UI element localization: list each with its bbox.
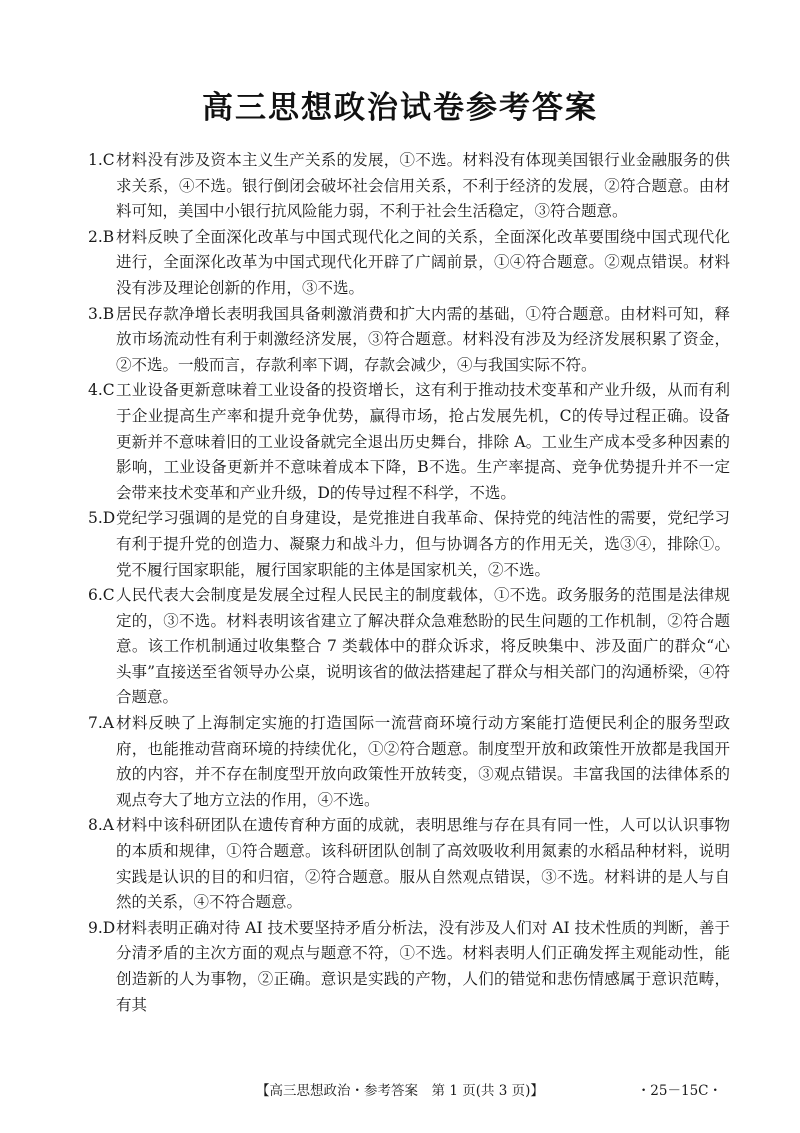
answer-item-9: [88, 916, 730, 1018]
answer-item-3: [88, 302, 730, 379]
answer-number: 4.C: [88, 381, 115, 400]
answer-explanation: 居民存款净增长表明我国具备刺激消费和扩大内需的基础，①符合题意。由材料可知，释放市场流动性有利于刺激经济发展，③符合题意。材料没有涉及为经济发展积累了资金，②不选。一般而言，存款利率下调，存款会减少，④与我国实际不符。: [116, 304, 730, 374]
page-footer: [0, 1079, 800, 1101]
answer-item-1: [88, 148, 730, 225]
answer-explanation: 材料没有涉及资本主义生产关系的发展，①不选。材料没有体现美国银行业金融服务的供求关系，④不选。银行倒闭会破坏社会信用关系，不利于经济的发展，②符合题意。由材料可知，美国中小银行抗风险能力弱，不利于社会生活稳定，③符合题意。: [116, 151, 730, 221]
answer-number: 5.D: [88, 509, 116, 528]
answer-item-2: [88, 225, 730, 302]
answer-explanation: 人民代表大会制度是发展全过程人民民主的制度载体，①不选。政务服务的范围是法律规定的，③不选。材料表明该省建立了解决群众急难愁盼的民生问题的工作机制，②符合题意。该工作机制通过收集整合 7 类载体中的群众诉求，将反映集中、涉及面广的群众“心头事”直接送至省领导办公桌，说明该省的做法搭建起了群众与相关部门的沟通桥梁，④符合题意。: [116, 586, 730, 707]
answer-number: 8.A: [88, 816, 114, 835]
answer-number: 2.B: [88, 227, 115, 246]
answer-number: 3.B: [88, 304, 115, 323]
answer-number: 6.C: [88, 586, 115, 605]
answer-explanation: 材料中该科研团队在遗传育种方面的成就，表明思维与存在具有同一性，人可以认识事物的本质和规律，①符合题意。该科研团队创制了高效吸收利用氮素的水稻品种材料，说明实践是认识的目的和归宿，②符合题意。服从自然观点错误，③不选。材料讲的是人与自然的关系，④不符合题意。: [116, 816, 730, 912]
answer-item-6: [88, 583, 730, 711]
answer-number: 1.C: [88, 151, 115, 169]
footer-page-info: 【高三思想政治・参考答案 第 1 页(共 3 页)】: [256, 1083, 544, 1099]
answer-item-7: [88, 711, 730, 813]
answer-explanation: 材料反映了上海制定实施的打造国际一流营商环境行动方案能打造便民利企的服务型政府，也能推动营商环境的持续优化，①②符合题意。制度型开放和政策性开放都是我国开放的内容，并不存在制度型开放向政策性开放转变，③观点错误。丰富我国的法律体系的观点夸大了地方立法的作用，④不选。: [116, 714, 730, 809]
answer-list: [88, 148, 730, 1018]
answer-explanation: 工业设备更新意味着工业设备的投资增长，这有利于推动技术变革和产业升级，从而有利于企业提高生产率和提升竞争优势，赢得市场，抢占发展先机，C的传导过程正确。设备更新并不意味着旧的工业设备就完全退出历史舞台，排除 A。工业生产成本受多种因素的影响，工业设备更新并不意味着成本下降，B不选。生产率提高、竞争优势提升并不一定会带来技术变革和产业升级，D的传导过程不科学，不选。: [116, 381, 730, 502]
answer-number: 9.D: [88, 918, 116, 937]
footer-paper-code: ・25－15C・: [636, 1083, 722, 1099]
page-title: 高三思想政治试卷参考答案: [202, 90, 598, 126]
answer-explanation: 党纪学习强调的是党的自身建设，是党推进自我革命、保持党的纯洁性的需要，党纪学习有利于提升党的创造力、凝聚力和战斗力，但与协调各方的作用无关，选③④，排除①。党不履行国家职能，履行国家职能的主体是国家机关，②不选。: [116, 509, 730, 579]
answer-explanation: 材料表明正确对待 AI 技术要坚持矛盾分析法，没有涉及人们对 AI 技术性质的判断，善于分清矛盾的主次方面的观点与题意不符，①不选。材料表明人们正确发挥主观能动性，能创造新的人为事物，②正确。意识是实践的产物，人们的错觉和悲伤情感属于意识范畴，有其: [116, 918, 730, 1014]
answer-item-4: [88, 378, 730, 506]
answer-item-8: [88, 813, 730, 915]
answer-explanation: 材料反映了全面深化改革与中国式现代化之间的关系，全面深化改革要围绕中国式现代化进行，全面深化改革为中国式现代化开辟了广阔前景，①④符合题意。②观点错误。材料没有涉及理论创新的作用，③不选。: [116, 227, 730, 297]
answer-number: 7.A: [88, 714, 114, 733]
answer-item-5: [88, 506, 730, 583]
